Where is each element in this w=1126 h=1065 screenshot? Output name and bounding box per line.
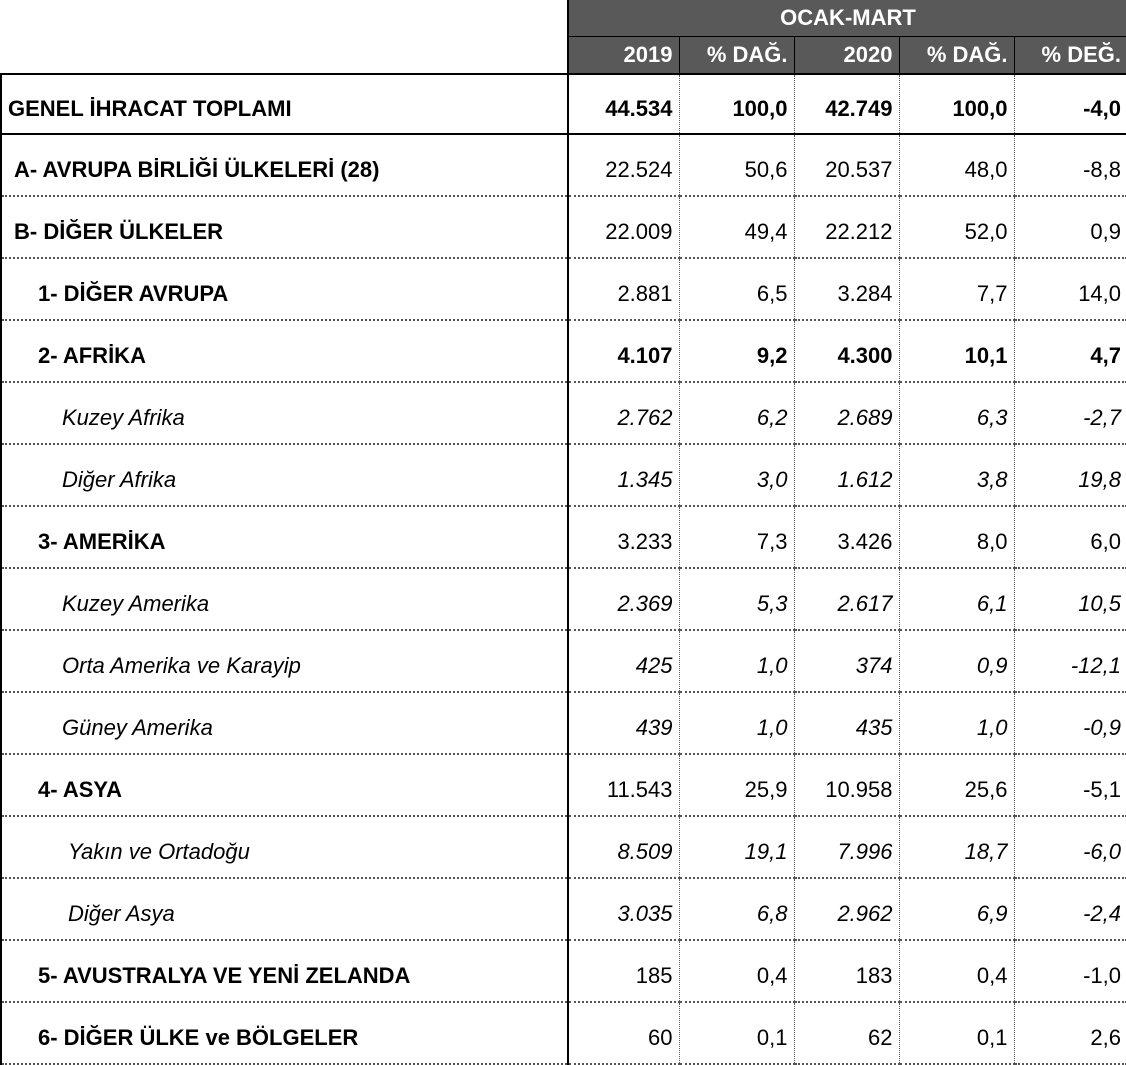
value-2020: 62	[794, 1002, 899, 1064]
share-2020: 7,7	[899, 258, 1014, 320]
table-row	[1, 320, 1126, 382]
share-2020: 10,1	[899, 320, 1014, 382]
share-2019: 50,6	[679, 134, 794, 196]
header-columns-row	[1, 37, 1126, 75]
change: -2,4	[1014, 878, 1126, 940]
change: -5,1	[1014, 754, 1126, 816]
share-2019: 6,2	[679, 382, 794, 444]
value-2020: 10.958	[794, 754, 899, 816]
row-label-text: 6- DİĞER ÜLKE ve BÖLGELER	[38, 1025, 359, 1050]
value-2019: 185	[568, 940, 679, 1002]
value-2019: 425	[568, 630, 679, 692]
share-2019: 5,3	[679, 568, 794, 630]
share-2019: 6,5	[679, 258, 794, 320]
row-label: 2- AFRİKA	[1, 320, 568, 382]
value-2019: 60	[568, 1002, 679, 1064]
row-label	[1, 940, 568, 1002]
value-2020: 435	[794, 692, 899, 754]
share-2019: 6,8	[679, 878, 794, 940]
change: -12,1	[1014, 630, 1126, 692]
value-2019: 8.509	[568, 816, 679, 878]
share-2019: 100,0	[679, 74, 794, 134]
value-2019: 4.107	[568, 320, 679, 382]
row-label	[1, 1002, 568, 1064]
share-2019: 3,0	[679, 444, 794, 506]
value-2019: 22.009	[568, 196, 679, 258]
value-2020: 3.426	[794, 506, 899, 568]
change: 2,6	[1014, 1002, 1126, 1064]
row-label: GENEL İHRACAT TOPLAMI	[1, 74, 568, 134]
value-2019: 44.534	[568, 74, 679, 134]
table-row	[1, 692, 1126, 754]
col-share-2019: % DAĞ.	[679, 37, 794, 75]
value-2020: 2.689	[794, 382, 899, 444]
share-2019: 25,9	[679, 754, 794, 816]
value-2020: 2.962	[794, 878, 899, 940]
header-blank	[1, 37, 568, 75]
col-change: % DEĞ.	[1014, 37, 1126, 75]
change: 10,5	[1014, 568, 1126, 630]
table-row	[1, 878, 1126, 940]
row-label	[1, 196, 568, 258]
share-2020: 6,1	[899, 568, 1014, 630]
table-row-total	[1, 74, 1126, 134]
change: -4,0	[1014, 74, 1126, 134]
row-label	[1, 506, 568, 568]
row-label-text: A- AVRUPA BİRLİĞİ ÜLKELERİ (28)	[14, 157, 380, 182]
value-2019: 439	[568, 692, 679, 754]
share-2020: 18,7	[899, 816, 1014, 878]
value-2020: 20.537	[794, 134, 899, 196]
row-label	[1, 258, 568, 320]
share-2020: 0,1	[899, 1002, 1014, 1064]
change: 0,9	[1014, 196, 1126, 258]
share-2019: 1,0	[679, 630, 794, 692]
value-2020: 4.300	[794, 320, 899, 382]
change: 4,7	[1014, 320, 1126, 382]
share-2020: 48,0	[899, 134, 1014, 196]
share-2019: 49,4	[679, 196, 794, 258]
row-label: Diğer Asya	[1, 878, 568, 940]
value-2020: 2.617	[794, 568, 899, 630]
col-2020: 2020	[794, 37, 899, 75]
row-label: Diğer Afrika	[1, 444, 568, 506]
table-row	[1, 568, 1126, 630]
table-row	[1, 816, 1126, 878]
col-share-2020: % DAĞ.	[899, 37, 1014, 75]
share-2020: 52,0	[899, 196, 1014, 258]
value-2020: 7.996	[794, 816, 899, 878]
value-2020: 3.284	[794, 258, 899, 320]
row-label: Kuzey Afrika	[1, 382, 568, 444]
change: -6,0	[1014, 816, 1126, 878]
share-2019: 9,2	[679, 320, 794, 382]
value-2019: 3.035	[568, 878, 679, 940]
value-2019: 22.524	[568, 134, 679, 196]
row-label: Kuzey Amerika	[1, 568, 568, 630]
value-2020: 42.749	[794, 74, 899, 134]
change: -0,9	[1014, 692, 1126, 754]
share-2020: 6,9	[899, 878, 1014, 940]
change: 19,8	[1014, 444, 1126, 506]
header-period: OCAK-MART	[568, 0, 1126, 37]
share-2019: 0,1	[679, 1002, 794, 1064]
value-2020: 374	[794, 630, 899, 692]
value-2019: 3.233	[568, 506, 679, 568]
value-2019: 1.345	[568, 444, 679, 506]
change: 6,0	[1014, 506, 1126, 568]
value-2019: 2.369	[568, 568, 679, 630]
row-label	[1, 754, 568, 816]
share-2020: 6,3	[899, 382, 1014, 444]
table-row	[1, 444, 1126, 506]
share-2019: 19,1	[679, 816, 794, 878]
table-row	[1, 754, 1126, 816]
row-label-text: B- DİĞER ÜLKELER	[14, 219, 223, 244]
value-2020: 183	[794, 940, 899, 1002]
value-2019: 11.543	[568, 754, 679, 816]
row-label: Orta Amerika ve Karayip	[1, 630, 568, 692]
table-row	[1, 506, 1126, 568]
share-2020: 0,4	[899, 940, 1014, 1002]
change: -2,7	[1014, 382, 1126, 444]
col-2019: 2019	[568, 37, 679, 75]
share-2020: 3,8	[899, 444, 1014, 506]
change: -8,8	[1014, 134, 1126, 196]
share-2019: 7,3	[679, 506, 794, 568]
share-2020: 100,0	[899, 74, 1014, 134]
share-2019: 0,4	[679, 940, 794, 1002]
value-2020: 1.612	[794, 444, 899, 506]
value-2019: 2.762	[568, 382, 679, 444]
table-row	[1, 630, 1126, 692]
share-2019: 1,0	[679, 692, 794, 754]
change: -1,0	[1014, 940, 1126, 1002]
share-2020: 8,0	[899, 506, 1014, 568]
change: 14,0	[1014, 258, 1126, 320]
row-label	[1, 134, 568, 196]
share-2020: 1,0	[899, 692, 1014, 754]
row-label-text: 1- DİĞER AVRUPA	[38, 281, 229, 306]
table-row	[1, 940, 1126, 1002]
header-blank	[1, 0, 568, 37]
row-label-text: 4- ASYA	[38, 777, 122, 802]
row-label-text: 5- AVUSTRALYA VE YENİ ZELANDA	[38, 963, 411, 988]
header-group-row	[1, 0, 1126, 37]
share-2020: 25,6	[899, 754, 1014, 816]
value-2020: 22.212	[794, 196, 899, 258]
table-row	[1, 382, 1126, 444]
table-row	[1, 1002, 1126, 1064]
row-label-text: 3- AMERİKA	[38, 529, 166, 554]
row-label: Güney Amerika	[1, 692, 568, 754]
table-row	[1, 134, 1126, 196]
row-label: Yakın ve Ortadoğu	[1, 816, 568, 878]
table-row	[1, 258, 1126, 320]
value-2019: 2.881	[568, 258, 679, 320]
table-row	[1, 196, 1126, 258]
share-2020: 0,9	[899, 630, 1014, 692]
